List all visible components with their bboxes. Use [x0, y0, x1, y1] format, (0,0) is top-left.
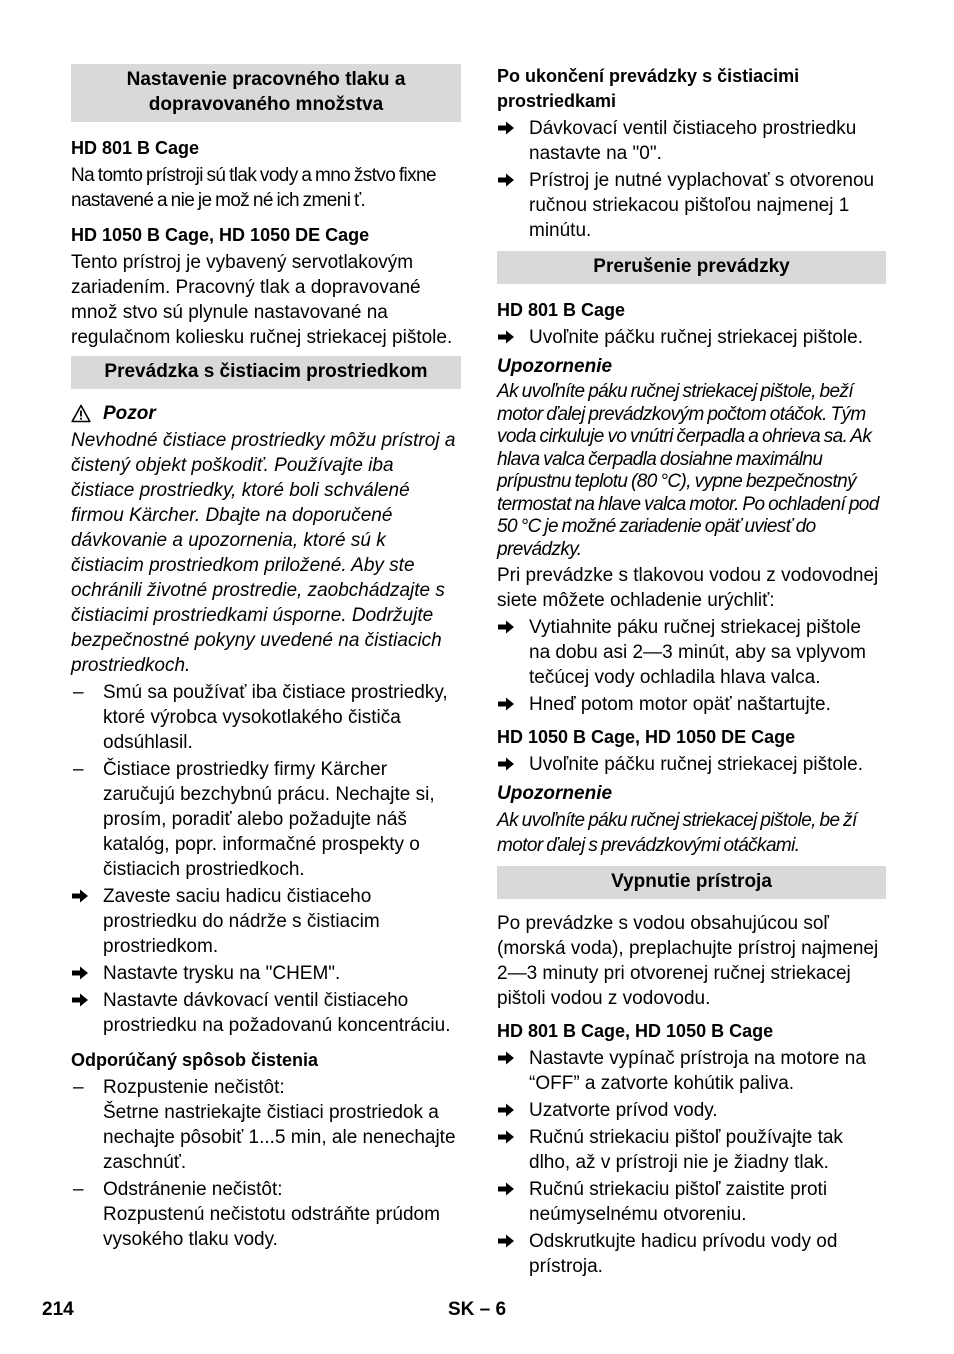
dash-bullet-icon: –: [73, 682, 84, 703]
list-item: [497, 1098, 886, 1123]
list-item: [497, 1177, 886, 1227]
arrow-right-icon: [497, 1125, 521, 1145]
subheading-hd801: HD 801 B Cage: [71, 138, 200, 158]
arrow-right-icon: [71, 961, 95, 981]
list-item-text: Odskrutkujte hadicu prívodu vody od prístroja.: [529, 1231, 838, 1277]
arrow-right-icon: [497, 615, 521, 635]
list-item-text: Zaveste saciu hadicu čistiaceho prostriedku do nádrže s čistiacim prostriedkom.: [103, 886, 380, 957]
list-item-text: Ručnú striekaciu pištoľ používajte tak dlho, až v prístroji nie je žiadny tlak.: [529, 1127, 843, 1173]
list-item: [497, 1125, 886, 1175]
list-item: [71, 988, 461, 1038]
list-item-text: Vytiahnite páku ručnej striekacej pištole na dobu asi 2—3 minút, aby sa vplyvom tečúcej vody ochladila hlava valca.: [529, 617, 866, 688]
subheading-method: Odporúčaný spôsob čistenia: [71, 1050, 319, 1070]
list-item: [497, 1046, 886, 1096]
list-item-text: Odstránenie nečistôt:: [103, 1179, 283, 1200]
after-list: [497, 116, 886, 243]
list-item-detail: Šetrne nastriekajte čistiaci prostriedok a nechajte pôsobiť 1...5 min, ale nenechajte zaschnúť.: [103, 1102, 456, 1173]
arrow-right-icon: [497, 1229, 521, 1249]
note-text-hd801: Ak uvoľníte páku ručnej striekacej pištole, beží motor ďalej prevádzkovým počtom otáčok. Tým voda cirkuluje vo vnútri čerpadla a ohrieva sa. Ak hlava valca čerpadla dosiahne maximálnu prípustnu teplotu (80 °C), vypne bezpečnostný termostat na hlave valca motor. Po ochladení pod 50 °C je možné zariadenie opäť uviesť do prevádzky.: [497, 381, 879, 560]
subheading-hd1050: HD 1050 B Cage, HD 1050 DE Cage: [71, 225, 370, 245]
list-item-detail: Rozpustenú nečistotu odstráňte prúdom vysokého tlaku vody.: [103, 1204, 440, 1250]
list-item: [71, 1177, 461, 1252]
list-item-text: Rozpustenie nečistôt:: [103, 1077, 285, 1098]
arrow-right-icon: [497, 325, 521, 345]
arrow-right-icon: [497, 1046, 521, 1066]
list-item-text: Prístroj je nutné vyplachovať s otvorenou ručnou striekacou pištoľou najmenej 1 minútu.: [529, 170, 875, 241]
arrow-right-icon: [497, 752, 521, 772]
list-item-text: Dávkovací ventil čistiaceho prostriedku nastavte na "0".: [529, 118, 857, 164]
arrow-right-icon: [497, 692, 521, 712]
cooling-list: [497, 615, 886, 717]
subheading-after-detergent: Po ukončení prevádzky s čistiacimi prostriedkami: [497, 66, 800, 111]
method-list: [71, 1075, 461, 1252]
list-item: [71, 1075, 461, 1175]
arrow-right-icon: [497, 1098, 521, 1118]
note-label-hd1050: Upozornenie: [497, 783, 613, 804]
list-item-text: Nastavte dávkovací ventil čistiaceho prostriedku na požadovanú koncentráciu.: [103, 990, 451, 1036]
right-column: [497, 62, 886, 1279]
list-item: [497, 1229, 886, 1279]
arrow-right-icon: [71, 884, 95, 904]
list-item: [71, 884, 461, 959]
list-item: [71, 757, 461, 882]
section-heading-detergent: Prevádzka s čistiacim prostriedkom: [71, 356, 461, 389]
paragraph-switch-off: Po prevádzke s vodou obsahujúcou soľ (morská voda), preplachujte prístroj najmenej 2—3 minuty pri otvorenej ručnej striekacej pištoli vodou z vodovodu.: [497, 913, 879, 1009]
list-item-text: Ručnú striekaciu pištoľ zaistite proti neúmyselnému otvoreniu.: [529, 1179, 828, 1225]
note-text-hd1050: Ak uvoľníte páku ručnej striekacej pištole, be ží motor ďalej s prevádzkovými otáčkami.: [497, 810, 857, 856]
subheading-switch-off: HD 801 B Cage, HD 1050 B Cage: [497, 1021, 774, 1041]
list-item-text: Hneď potom motor opäť naštartujte.: [529, 694, 831, 715]
list-item: [497, 116, 886, 166]
page-number: 214: [42, 1299, 74, 1320]
warning-triangle-icon: [71, 404, 93, 424]
list-item: [71, 680, 461, 755]
section-heading-pressure: Nastavenie pracovného tlaku a dopravovaného množstva: [71, 64, 461, 122]
arrow-right-icon: [497, 1177, 521, 1197]
paragraph-cooling: Pri prevádzke s tlakovou vodou z vodovodnej siete môžete ochladenie urýchliť:: [497, 565, 879, 611]
arrow-right-icon: [497, 116, 521, 136]
list-item: [497, 692, 886, 717]
subheading-interrupt-hd801: HD 801 B Cage: [497, 300, 626, 320]
list-item: [497, 615, 886, 690]
left-column: [71, 62, 461, 1252]
arrow-right-icon: [71, 988, 95, 1008]
list-item: [71, 961, 461, 986]
section-heading-switch-off: Vypnutie prístroja: [497, 866, 886, 899]
list-item: [497, 325, 886, 350]
list-item: [497, 752, 886, 777]
dash-bullet-icon: –: [73, 759, 84, 780]
paragraph-hd1050: Tento prístroj je vybavený servotlakovým zariadením. Pracovný tlak a dopravované množ stvo sú plynule nastavované na regulačnom koliesku ručnej striekacej pištole.: [71, 252, 453, 348]
subheading-interrupt-hd1050: HD 1050 B Cage, HD 1050 DE Cage: [497, 727, 796, 747]
caution-text: Nevhodné čistiace prostriedky môžu prístroj a čistený objekt poškodiť. Používajte iba čistiace prostriedky, ktoré boli schválené firmou Kärcher. Dbajte na doporučené dávkovanie a upozornenia, ktoré sú k čistiacim prostriedkom priložené. Aby ste ochránili životné prostredie, zaobchádzajte s čistiacimi prostriedkami úsporne. Dodržujte bezpečnostné pokyny uvedené na čistiacich prostriedkoch.: [71, 430, 456, 676]
list-item-text: Uvoľnite páčku ručnej striekacej pištole.: [529, 327, 863, 348]
dash-bullet-icon: –: [73, 1179, 84, 1200]
dash-bullet-icon: –: [73, 1077, 84, 1098]
note-label-hd801: Upozornenie: [497, 356, 613, 377]
list-item: [497, 168, 886, 243]
caution-heading: [71, 401, 461, 426]
page-code: SK – 6: [448, 1299, 507, 1320]
list-item-text: Nastavte vypínač prístroja na motore na “OFF” a zatvorte kohútik paliva.: [529, 1048, 866, 1094]
list-item-text: Uvoľnite páčku ručnej striekacej pištole.: [529, 754, 863, 775]
caution-label: Pozor: [103, 403, 156, 424]
detergent-list: [71, 680, 461, 1038]
list-item-text: Uzatvorte prívod vody.: [529, 1100, 718, 1121]
list-item-text: Čistiace prostriedky firmy Kärcher zaručujú bezchybnú prácu. Nechajte si, prosím, poradiť alebo požadujte náš katalóg, popr. informačné prospekty o čistiacich prostriedkoch.: [103, 759, 435, 880]
list-item-text: Nastavte trysku na "CHEM".: [103, 963, 341, 984]
paragraph-hd801: Na tomto prístroji sú tlak vody a mno žstvo fixne nastavené a nie je mož né ich zmeni ť.: [71, 165, 436, 211]
switch-off-list: [497, 1046, 886, 1279]
list-item-text: Smú sa používať iba čistiace prostriedky, ktoré výrobca vysokotlakého čističa odsúhlasil.: [103, 682, 448, 753]
arrow-right-icon: [497, 168, 521, 188]
section-heading-interrupt: Prerušenie prevádzky: [497, 251, 886, 284]
